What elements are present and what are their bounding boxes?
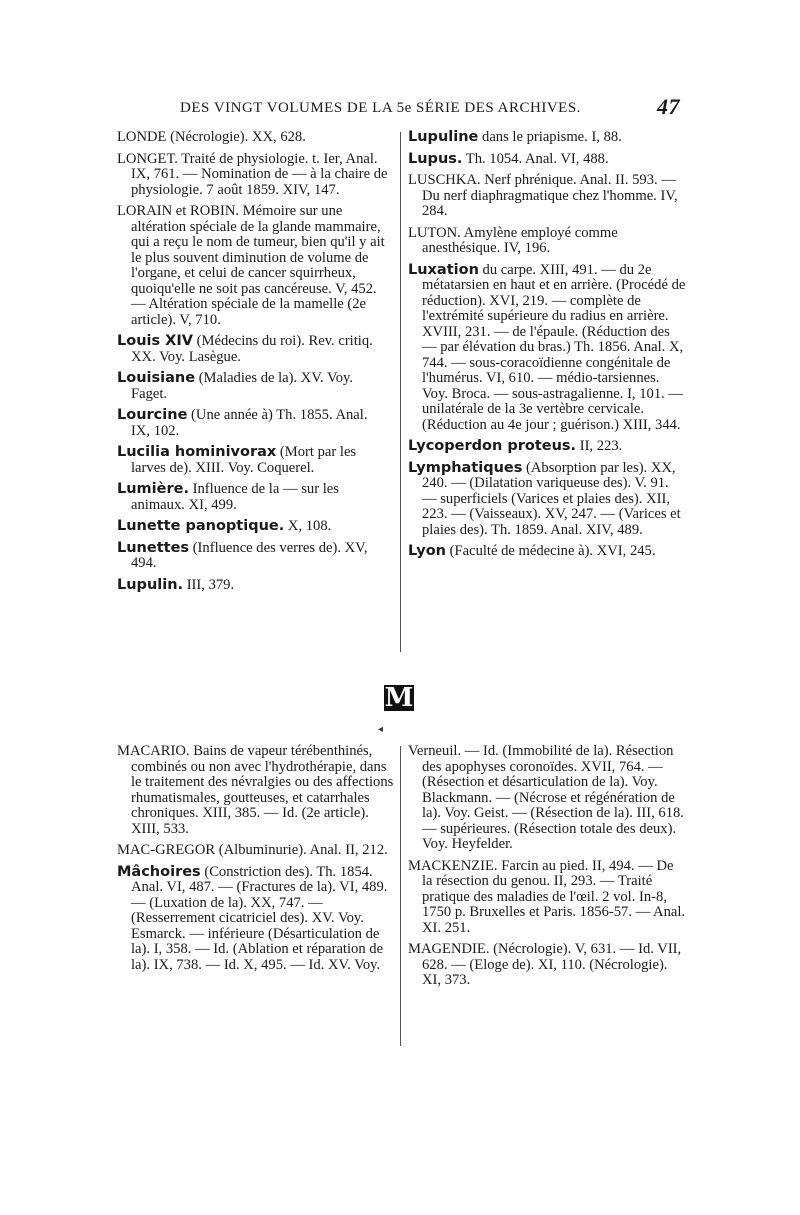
index-entry [117, 204, 389, 328]
entry-headword: Lymphatiques [408, 459, 523, 476]
entry-text: du carpe. XIII, 491. — du 2e métatarsien en haut et en arrière. (Procédé de réduction). XVI, 219. — complète de l'extrémité supérieure du radius en arrière. XVIII, 231. — de l'épaule. (Réduction des — par élévation du bras.) Th. 1856. Anal. X, 744. — sous-coracoïdienne congénitale de l'humérus. VI, 610. — médio-tarsiennes. Voy. Broca. — sous-astragalienne. I, 101. — unilatérale de la 3e vertèbre cervicale. (Réduction au 4e jour ; guérison.) XIII, 344. [422, 261, 686, 433]
column-divider-top [400, 132, 401, 652]
entry-text: (Constriction des). Th. 1854. Anal. VI, 487. — (Fractures de la). VI, 489. — (Luxation de la). XX, 747. — (Resserrement cicatriciel des). XV. Voy. Esmarck. — inférieure (Désarticulation de la). I, 358. — Id. (Ablation et réparation de la). IX, 738. — Id. X, 495. — Id. XV. Voy. [131, 863, 388, 973]
index-entry [408, 942, 686, 989]
entry-text: (Mort par les larves de). XIII. Voy. Coquerel. [131, 444, 357, 476]
entry-text: III, 379. [183, 576, 235, 593]
running-header [180, 94, 680, 119]
entry-headword: Lyon [408, 543, 446, 559]
column-right-top [408, 130, 686, 566]
ornament-mark: ◂ [378, 724, 384, 735]
entry-text: LONGET. Traité de physiologie. t. Ier, Anal. IX, 761. — Nomination de — à la chaire de physiologie. 7 août 1859. XIV, 147. [117, 150, 388, 198]
entry-text: MACARIO. Bains de vapeur térébenthinés, combinés ou non avec l'hydrothérapie, dans le traitement des névralgies ou des affections rhumatismales, goutteuses, et catarrhales chroniques. XIII, 385. — Id. (2e article). XIII, 533. [117, 743, 394, 837]
index-entry [117, 371, 389, 402]
entry-text: X, 108. [284, 518, 332, 534]
entry-text: Influence de la — sur les animaux. XI, 499. [131, 481, 339, 513]
index-entry [117, 445, 389, 476]
index-entry [117, 744, 395, 837]
index-entry [408, 130, 686, 146]
index-entry [117, 152, 389, 199]
entry-text: (Une année à) Th. 1855. Anal. IX, 102. [131, 407, 368, 439]
column-right-bottom [408, 744, 686, 995]
index-entry [117, 541, 389, 572]
entry-text: II, 223. [576, 438, 623, 454]
index-entry [117, 482, 389, 513]
index-entry [408, 439, 686, 455]
entry-headword: Lucilia hominivorax [117, 444, 277, 460]
entry-headword: Lupuline [408, 129, 479, 145]
entry-text: LUTON. Amylène employé comme anesthésique. IV, 196. [408, 224, 618, 256]
index-entry [117, 130, 389, 146]
entry-headword: Lycoperdon proteus. [408, 438, 577, 454]
column-divider-bottom [400, 746, 401, 1046]
entry-headword: Lourcine [117, 407, 188, 423]
index-entry [408, 152, 686, 168]
index-entry [117, 519, 389, 535]
section-letter: M [384, 683, 414, 713]
index-entry [117, 408, 389, 439]
entry-headword: Louis XIV [117, 333, 193, 349]
index-entry [117, 334, 389, 365]
entry-text: LORAIN et ROBIN. Mémoire sur une altération spéciale de la glande mammaire, qui a reçu le nom de tumeur, bien qu'il y ait le plus souvent diminution de volume de l'organe, et celui de cancer squirrheux, quoiqu'elle ne soit pas cancéreuse. V, 452. — Altération spéciale de la mamelle (2e article). V, 710. [117, 203, 385, 328]
index-entry [117, 843, 395, 859]
entry-text: (Médecins du roi). Rev. critiq. XX. Voy. Lasègue. [131, 333, 373, 365]
entry-text: Th. 1054. Anal. VI, 488. [462, 150, 609, 167]
entry-headword: Lunette panoptique. [117, 518, 285, 534]
column-left-top [117, 130, 389, 599]
index-entry [408, 744, 686, 853]
entry-text: MAGENDIE. (Nécrologie). V, 631. — Id. VII, 628. — (Eloge de). XI, 110. (Nécrologie). XI, 373. [408, 941, 682, 988]
index-entry [408, 226, 686, 257]
entry-text: (Faculté de médecine à). XVI, 245. [446, 543, 656, 559]
entry-headword: Lupulin. [117, 576, 184, 593]
entry-headword: Mâchoires [117, 863, 201, 880]
entry-headword: Luxation [408, 261, 479, 278]
entry-text: LONDE (Nécrologie). XX, 628. [117, 129, 306, 145]
entry-headword: Lumière. [117, 481, 189, 497]
running-title: DES VINGT VOLUMES DE LA 5e SÉRIE DES ARCHIVES. [180, 100, 581, 116]
entry-text: (Absorption par les). XX, 240. — (Dilatation variqueuse des). V. 91. — superficiels (Varices et plaies des). XII, 223. — (Vaisseaux). XV, 247. — (Varices et plaies des). Th. 1859. Anal. XIV, 489. [422, 459, 681, 538]
column-left-bottom [117, 744, 395, 979]
entry-headword: Lupus. [408, 150, 463, 167]
entry-headword: Louisiane [117, 370, 196, 386]
index-entry [408, 173, 686, 220]
entry-text: (Maladies de la). XV. Voy. Faget. [131, 370, 353, 402]
index-entry [408, 544, 686, 560]
entry-text: MAC-GREGOR (Albuminurie). Anal. II, 212. [117, 842, 388, 858]
entry-headword: Lunettes [117, 539, 190, 556]
index-entry [408, 263, 686, 434]
index-entry [117, 578, 389, 594]
index-entry [408, 859, 686, 937]
page-number: 47 [657, 94, 680, 119]
entry-text: (Influence des verres de). XV, 494. [131, 539, 368, 571]
entry-text: Verneuil. — Id. (Immobilité de la). Résection des apophyses coronoïdes. XVII, 764. — (Résection et désarticulation de la). Voy. Blackmann. — (Nécrose et régénération de la). Voy. Geist. — (Résection de la). III, 618. — supérieures. (Résection totale des deux). Voy. Heyfelder. [408, 743, 684, 852]
index-entry [117, 865, 395, 974]
entry-text: dans le priapisme. I, 88. [478, 129, 622, 145]
entry-text: MACKENZIE. Farcin au pied. II, 494. — De la résection du genou. II, 293. — Traité pratique des maladies de l'œil. 2 vol. In-8, 1750 p. Bruxelles et Paris. 1856-57. — Anal. XI. 251. [408, 857, 686, 936]
entry-text: LUSCHKA. Nerf phrénique. Anal. II. 593. — Du nerf diaphragmatique chez l'homme. IV, 284. [408, 172, 678, 219]
index-entry [408, 461, 686, 539]
